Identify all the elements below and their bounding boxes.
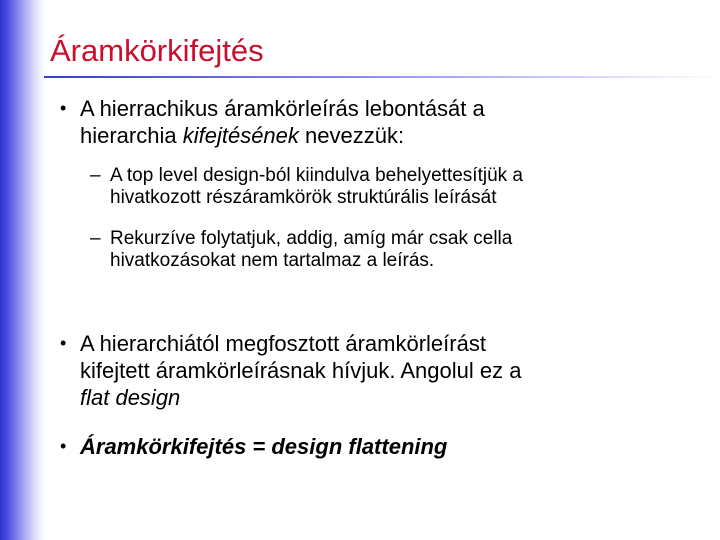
- bullet-2-line-2: kifejtett áramkörleírásnak hívjuk. Angolul ez a: [80, 358, 522, 383]
- bullet-2-line-1: A hierarchiától megfosztott áramkörleírást: [80, 331, 486, 356]
- bullet-1-emphasis: kifejtésének: [182, 123, 299, 148]
- bullet-1-line-2: [80, 122, 485, 149]
- sub-bullet-1-line-1: A top level design-ból kiindulva behelyettesítjük a: [110, 165, 523, 186]
- sub-bullet-2-line-2: hivatkozásokat nem tartalmaz a leírás.: [110, 250, 435, 271]
- bullet-1: [60, 95, 485, 149]
- slide-title: Áramkörkifejtés: [50, 33, 264, 68]
- bullet-1-text-end: nevezzük:: [298, 123, 405, 148]
- sub-bullet-2-line-1: Rekurzíve folytatjuk, addig, amíg már csak cella: [110, 228, 513, 249]
- sub-bullet-1: [90, 165, 523, 209]
- dash-mark: –: [90, 228, 101, 249]
- sub-bullet-2: [90, 228, 513, 272]
- sub-bullet-1-line-2: hivatkozott részáramkörök struktúrális leírását: [110, 187, 497, 208]
- bullet-3: [60, 433, 448, 460]
- bullet-2-emphasis: flat design: [80, 385, 181, 410]
- bullet-mark: •: [60, 436, 67, 456]
- bullet-3-text: Áramkörkifejtés = design flattening: [80, 434, 448, 459]
- bullet-2-line-3: [80, 384, 521, 411]
- title-underline: [44, 76, 720, 78]
- bullet-1-text: hierarchia: [80, 123, 183, 148]
- bullet-mark: •: [60, 98, 67, 118]
- dash-mark: –: [90, 165, 101, 186]
- bullet-mark: •: [60, 333, 67, 353]
- bullet-2: [60, 330, 522, 411]
- left-gradient-stripe: [0, 0, 44, 540]
- bullet-1-line-1: A hierrachikus áramkörleírás lebontását a: [80, 96, 485, 121]
